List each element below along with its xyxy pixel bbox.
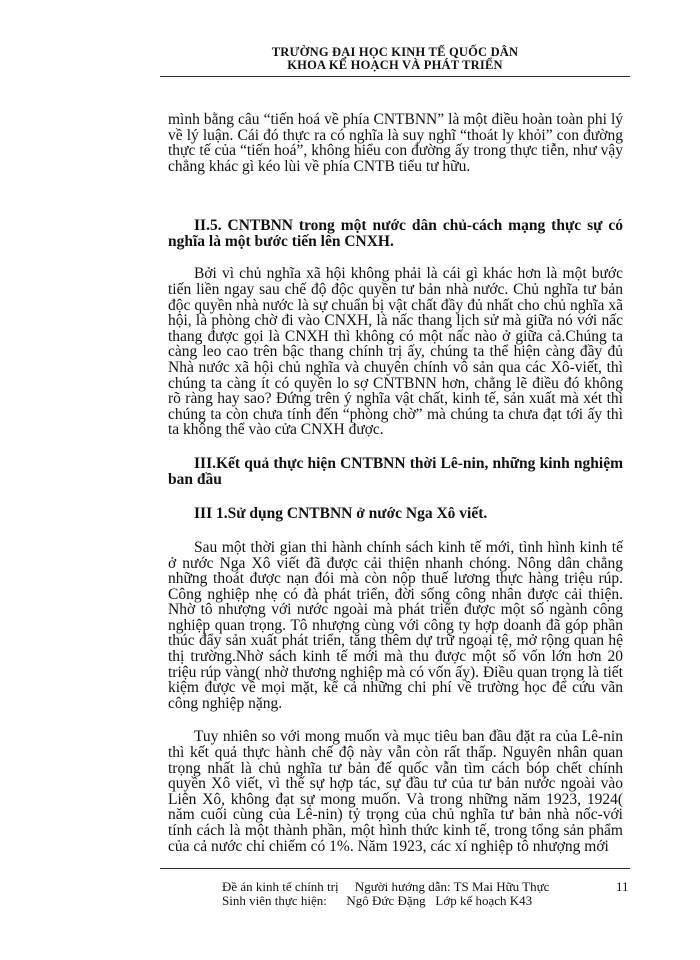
page-header [160,46,630,72]
header-university: TRƯỜNG ĐẠI HỌC KINH TẾ QUỐC DÂN [271,45,519,59]
footer-divider [160,868,630,869]
header-divider [160,76,630,77]
header-faculty: KHOA KẾ HOẠCH VÀ PHÁT TRIỂN [287,58,503,72]
paragraph-3: Sau một thời gian thi hành chính sách kinh tế mới, tình hình kinh tế ở nước Nga Xô viết đã được cải thiện nhanh chóng. Nông dân chẳng những thoát được nạn đói mà còn nộp thuế lương thực hàng triệu rúp. Công nghiệp nhẹ có đà phát triển, đời sống công nhân được cải thiện. Nhờ tô nhượng với nước ngoài mà phát triển được một số ngành công nghiệp quan trọng. Tô nhượng cùng với công ty hợp doanh đã góp phần thúc đẩy sản xuất phát triển, tăng thêm dự trữ ngoại tệ, mở rộng quan hệ thị trường.Nhờ sách kinh tế mới mà thu được một số vốn lớn hơn 20 triệu rúp vàng( nhờ thương nghiệp mà có vốn ấy). Điều quan trọng là tiết kiệm được về mọi mặt, kể cả những chi phí về trường học để cứu vãn công nghiệp nặng. [168,538,623,712]
page-body [168,112,623,854]
footer-line-2: Sinh viên thực hiện: Ngô Đức Đặng Lớp kế hoạch K43 [222,893,533,908]
paragraph-4: Tuy nhiên so với mong muốn và mục tiêu ban đầu đặt ra của Lê-nin thì kết quả thực hành chế độ này vẫn còn rất thấp. Nguyên nhân quan trọng nhất là chủ nghĩa tư bản đế quốc vẫn tìm cách bóp chết chính quyền Xô viết, vì thế sự hợp tác, sự đầu tư của tư bản nước ngoài vào Liên Xô, không đạt sự mong muốn. Và trong những năm 1923, 1924( năm cuối cùng của Lê-nin) tỷ trọng của chủ nghĩa tư bản nhà nốc-với tính cách là một thành phần, một hình thức kinh tế, trong tổng sản phẩm của cả nước chỉ chiếm có 1%. Năm 1923, các xí nghiệp tô nhượng mới [168,728,623,855]
page-number: 11 [616,879,629,894]
section-heading-iii: III.Kết quả thực hiện CNTBNN thời Lê-nin, những kinh nghiệm ban đầu [168,454,623,488]
paragraph-2: Bởi vì chủ nghĩa xã hội không phải là cái gì khác hơn là một bước tiến liền ngay sau chế độ độc quyền tư bản nhà nước. Chủ nghĩa tư bản độc quyền nhà nước là sự chuẩn bị vật chất đầy đủ nhất cho chủ nghĩa xã hội, là phòng chờ đi vào CNXH, là nấc thang lịch sử mà giữa nó với nấc thang được gọi là CNXH thì không có một nấc nào ở giữa cả.Chúng ta càng leo cao trên bậc thang chính trị ấy, chúng ta thể hiện càng đầy đủ Nhà nước xã hội chủ nghĩa và chuyên chính vô sản qua các Xô-viết, thì chúng ta càng ít có quyền lo sợ CNTBNN hơn, chẳng lẽ điều đó không rõ ràng hay sao? Đứng trên ý nghĩa vật chất, kinh tế, sản xuất mà xét thì chúng ta còn chưa tính đến “phòng chờ” mà chúng ta chưa đạt tới ấy thì ta không thể vào cửa CNXH được. [168,265,623,439]
section-heading-iii1: III 1.Sử dụng CNTBNN ở nước Nga Xô viết. [194,504,488,522]
page-footer [222,880,549,908]
section-heading-ii5: II.5. CNTBNN trong một nước dân chủ-cách mạng thực sự có nghĩa là một bước tiến lên CNXH. [168,217,623,251]
footer-line-1: Đề án kinh tế chính trị Người hướng dẫn: TS Mai Hữu Thực [222,879,550,894]
paragraph-1: mình bằng câu “tiến hoá về phía CNTBNN” là một điều hoàn toàn phi lý về lý luận. Cái đó thực ra có nghĩa là suy nghĩ “thoát ly khỏi” con đường thực tế của “tiến hoá”, không hiểu con đường ấy trong thực tiễn, như vậy chẳng khác gì kéo lùi về phía CNTB tiểu tư hữu. [168,111,623,175]
